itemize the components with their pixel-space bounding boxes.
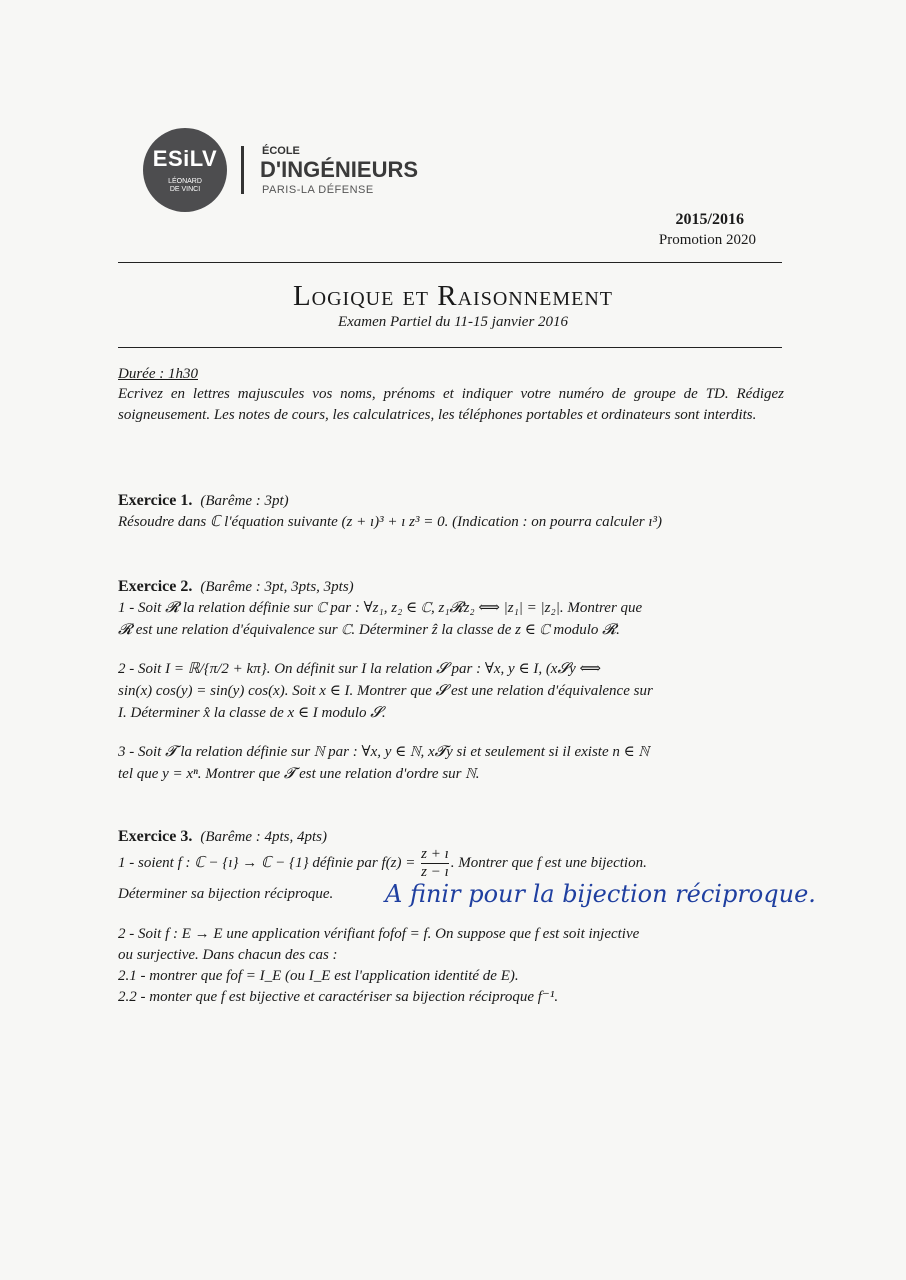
exercise-2-q2-line1: 2 - Soit I = ℝ/{π/2 + kπ}. On définit sur I la relation 𝓢 par : ∀x, y ∈ I, (x𝓢y ⟺ (118, 661, 601, 677)
exercise-2-title: Exercice 2. (118, 578, 193, 595)
handwritten-note: A finir pour la bijection réciproque. (385, 880, 816, 908)
exercise-2-bareme: (Barême : 3pt, 3pts, 3pts) (200, 579, 354, 595)
exercise-2-q1-line2: 𝓡 est une relation d'équivalence sur ℂ. Déterminer ẑ la classe de z ∈ ℂ modulo 𝓡. (118, 622, 620, 638)
promotion: Promotion 2020 (658, 232, 756, 248)
school-label-small: ÉCOLE (262, 145, 300, 157)
exercise-3-q1-pre: 1 - soient f : ℂ − {ı} → ℂ − {1} définie par f(z) = (118, 854, 416, 871)
exercise-1-bareme: (Barême : 3pt) (200, 493, 289, 509)
exercise-3-q2-1: 2.1 - montrer que fof = I_E (ou I_E est l'application identité de E). (118, 968, 519, 984)
logo-line-2: DE VINCI (169, 186, 201, 193)
logo-acronym: ESiLV (152, 146, 218, 171)
exercise-2-q3-line2: tel que y = xⁿ. Montrer que 𝓣 est une relation d'ordre sur ℕ. (118, 766, 480, 782)
school-logo (143, 128, 227, 212)
exercise-3-heading (118, 828, 327, 846)
exercise-1-heading (118, 492, 289, 510)
top-rule (118, 262, 782, 263)
exercise-3-q2-line2: ou surjective. Dans chacun des cas : (118, 947, 338, 963)
instructions-text: Ecrivez en lettres majuscules vos noms, prénoms et indiquer votre numéro de groupe de TD. Rédigez soigneusement. Les notes de cours, les calculatrices, les téléphones portables et ordinateurs sont interdits. (118, 386, 784, 423)
exercise-2-q1-line1: 1 - Soit 𝓡 la relation définie sur ℂ par : ∀z₁, z₂ ∈ ℂ, z₁𝓡z₂ ⟺ |z₁| = |z₂|. Montrer que (118, 600, 643, 616)
exercise-3-q2-line1: 2 - Soit f : E → E une application vérifiant fofof = f. On suppose que f est soit injective (118, 926, 640, 942)
exercise-3-title: Exercice 3. (118, 828, 193, 845)
exercise-1-text: Résoudre dans ℂ l'équation suivante (z + ı)³ + ı z³ = 0. (Indication : on pourra calculer ı³) (118, 514, 662, 530)
exam-subtitle: Examen Partiel du 11-15 janvier 2016 (337, 314, 569, 330)
exercise-2-q3-line1: 3 - Soit 𝓣 la relation définie sur ℕ par : ∀x, y ∈ ℕ, x𝓣y si et seulement si il existe n ∈ ℕ (118, 744, 649, 760)
school-label-big: D'INGÉNIEURS (260, 157, 419, 182)
duration: Durée : 1h30 (118, 366, 198, 382)
exercise-3-bareme: (Barême : 4pts, 4pts) (200, 829, 327, 845)
exercise-3-q1-line2: Déterminer sa bijection réciproque. (118, 886, 334, 902)
fraction-denominator: z − ı (421, 864, 449, 880)
logo-divider (241, 146, 244, 194)
bottom-rule (118, 347, 782, 348)
exercise-2-heading (118, 578, 354, 596)
exam-title: Logique et Raisonnement (292, 280, 614, 312)
school-city: PARIS-LA DÉFENSE (262, 184, 374, 196)
exercise-1-title: Exercice 1. (118, 492, 193, 509)
fraction (421, 846, 449, 881)
exercise-3-q2-2: 2.2 - monter que f est bijective et caractériser sa bijection réciproque f⁻¹. (118, 989, 559, 1005)
exercise-2-q2-line2: sin(x) cos(y) = sin(y) cos(x). Soit x ∈ I. Montrer que 𝓢 est une relation d'équivalence sur (118, 683, 653, 699)
academic-year: 2015/2016 (675, 211, 744, 228)
exercise-3-q1-line1 (118, 846, 784, 881)
fraction-numerator: z + ı (421, 846, 449, 862)
exercise-2-q2-line3: I. Déterminer x̂ la classe de x ∈ I modulo 𝓢. (118, 705, 386, 721)
logo-line-1: LÉONARD (168, 178, 202, 185)
exercise-3-q1-post: . Montrer que f est une bijection. (450, 854, 647, 871)
